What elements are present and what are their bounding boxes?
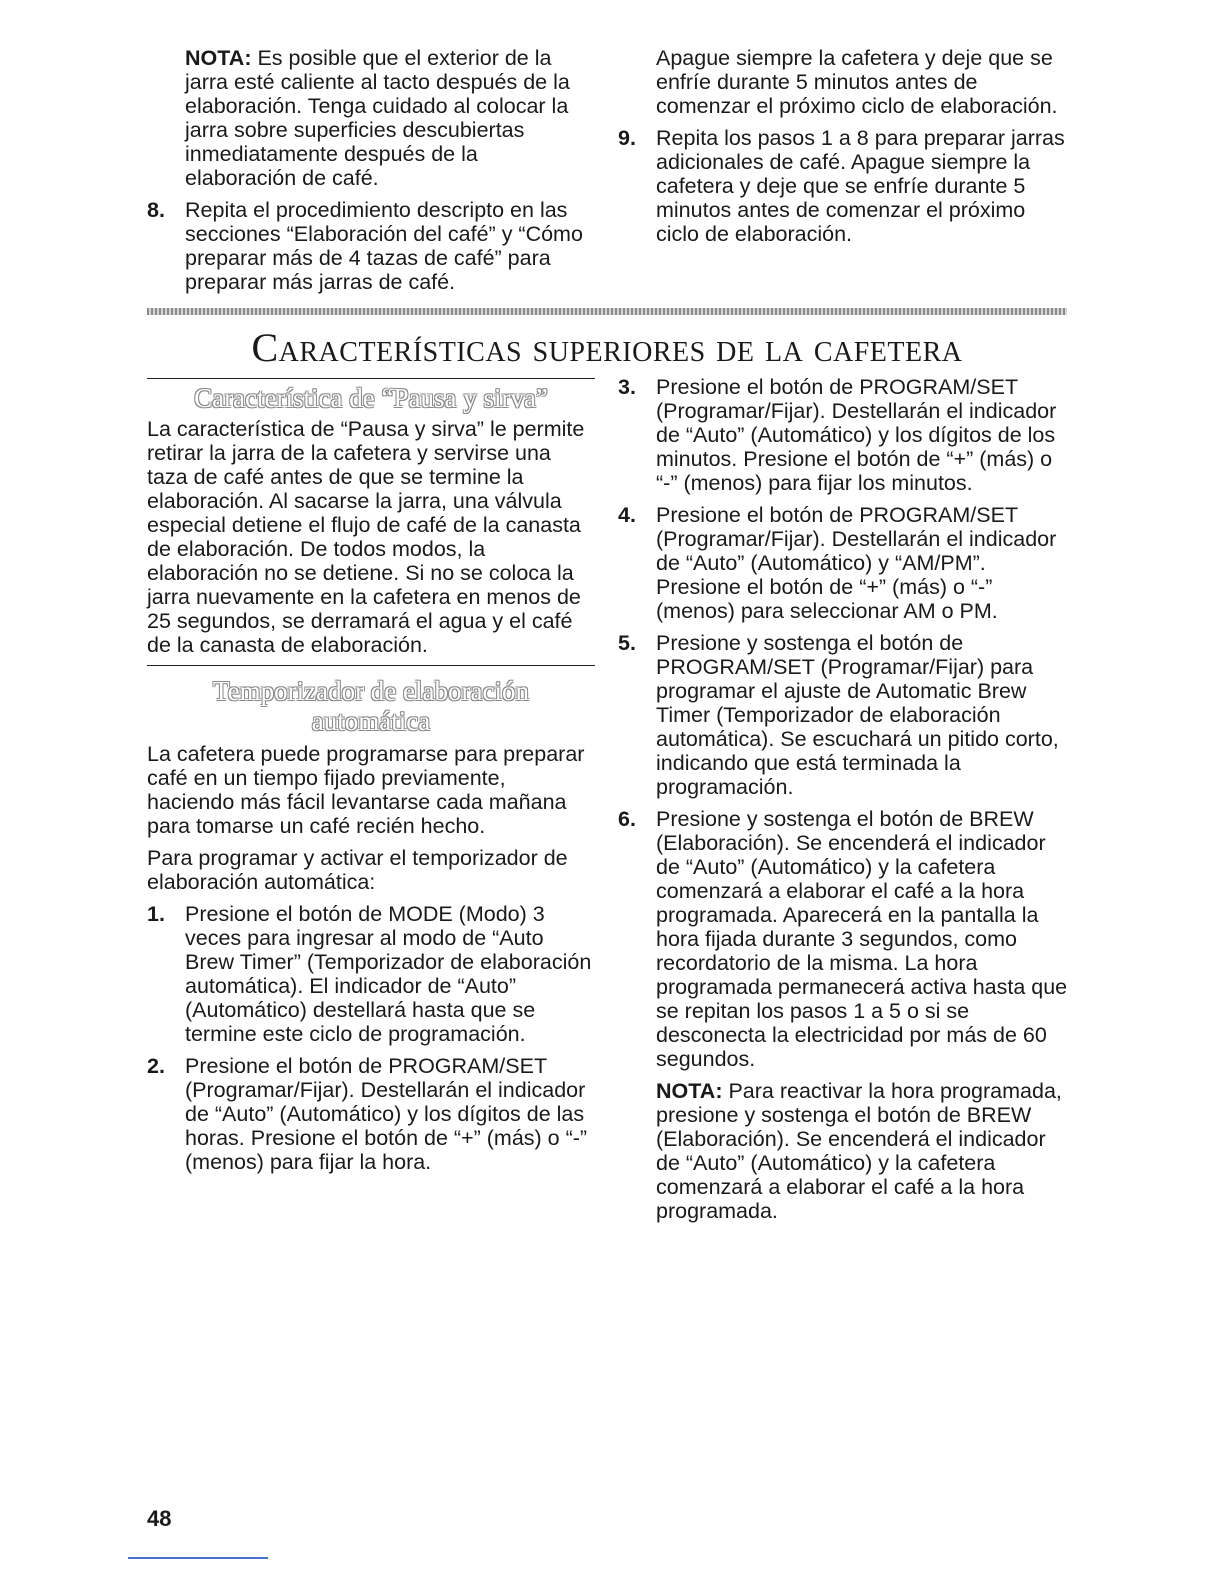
apague-paragraph: Apague siempre la cafetera y deje que se enfríe durante 5 minutos antes de comenzar el próximo ciclo de elaboración. bbox=[656, 46, 1058, 118]
timer-step-4 bbox=[618, 503, 1073, 623]
nota-text: Es posible que el exterior de la jarra esté caliente al tacto después de la elaboración. Tenga cuidado al colocar la jarra sobre superficies descubiertas inmediatamente después de la elaboración de café. bbox=[185, 46, 570, 190]
left-column bbox=[147, 378, 595, 1182]
step-text: Presione el botón de PROGRAM/SET (Programar/Fijar). Destellarán el indicador de “Auto” (Automático) y los dígitos de los minutos. Presione el botón de “+” (más) o “-” (menos) para fijar los minutos. bbox=[656, 375, 1057, 495]
nota-reactivar bbox=[618, 1079, 1073, 1223]
step-text: Repita el procedimiento descripto en las secciones “Elaboración del café” y “Cómo preparar más de 4 tazas de café” para preparar más jarras de café. bbox=[185, 198, 583, 294]
step-number: 8. bbox=[147, 198, 165, 222]
timer-step-3 bbox=[618, 375, 1073, 495]
right-column bbox=[618, 375, 1073, 1231]
page-number: 48 bbox=[147, 1506, 172, 1531]
step-number: 1. bbox=[147, 902, 165, 926]
step-text: Presione el botón de PROGRAM/SET (Programar/Fijar). Destellarán el indicador de “Auto” (Automático) y “AM/PM”. Presione el botón de “+” (más) o “-” (menos) para seleccionar AM o PM. bbox=[656, 503, 1057, 623]
timer-step-1 bbox=[147, 902, 595, 1046]
timer-step-5 bbox=[618, 631, 1073, 799]
timer-section-title bbox=[147, 676, 595, 736]
timer-title-line2: automática bbox=[311, 706, 431, 736]
dotted-divider bbox=[147, 308, 1067, 315]
step-number: 6. bbox=[618, 807, 636, 831]
timer-step-6 bbox=[618, 807, 1073, 1071]
pause-section-title: Característica de “Pausa y sirva” bbox=[194, 383, 548, 413]
step-9 bbox=[618, 126, 1073, 246]
section-rule bbox=[147, 665, 595, 666]
step-text: Presione y sostenga el botón de PROGRAM/SET (Programar/Fijar) para programar el ajuste de Automatic Brew Timer (Temporizador de elaboración automática). Se escuchará un pitido corto, indicando que está terminada la programación. bbox=[656, 631, 1059, 799]
step-text: Presione el botón de MODE (Modo) 3 veces para ingresar al modo de “Auto Brew Timer” (Temporizador de elaboración automática). El indicador de “Auto” (Automático) destellará hasta que se termine este ciclo de programación. bbox=[185, 902, 592, 1046]
step-number: 3. bbox=[618, 375, 636, 399]
step-text: Repita los pasos 1 a 8 para preparar jarras adicionales de café. Apague siempre la cafetera y deje que se enfríe durante 5 minutos antes de comenzar el próximo ciclo de elaboración. bbox=[656, 126, 1065, 246]
nota-jarra-caliente bbox=[147, 46, 592, 190]
top-right-column bbox=[618, 46, 1073, 254]
page-title: Características superiores de la cafetera bbox=[251, 325, 963, 370]
step-text: Presione el botón de PROGRAM/SET (Programar/Fijar). Destellarán el indicador de “Auto” (Automático) y los dígitos de las horas. Presione el botón de “+” (más) o “-” (menos) para fijar la hora. bbox=[185, 1054, 588, 1174]
timer-intro-2: Para programar y activar el temporizador de elaboración automática: bbox=[147, 846, 568, 894]
timer-intro-1: La cafetera puede programarse para preparar café en un tiempo fijado previamente, haciendo más fácil levantarse cada mañana para tomarse un café recién hecho. bbox=[147, 742, 585, 838]
footer-line bbox=[128, 1557, 268, 1559]
step-number: 9. bbox=[618, 126, 636, 150]
top-left-column bbox=[147, 46, 592, 302]
step-number: 4. bbox=[618, 503, 636, 527]
nota-label: NOTA: bbox=[185, 46, 252, 70]
section-rule bbox=[147, 378, 595, 379]
timer-title-line1: Temporizador de elaboración bbox=[213, 676, 529, 706]
step-8 bbox=[147, 198, 592, 294]
step-number: 5. bbox=[618, 631, 636, 655]
step-number: 2. bbox=[147, 1054, 165, 1078]
nota-text: Para reactivar la hora programada, presione y sostenga el botón de BREW (Elaboración). Se encenderá el indicador de “Auto” (Automático) y la cafetera comenzará a elaborar el café a la hora programada. bbox=[656, 1079, 1062, 1223]
pause-section-text: La característica de “Pausa y sirva” le permite retirar la jarra de la cafetera y servirse una taza de café antes de que se termine la elaboración. Al sacarse la jarra, una válvula especial detiene el flujo de café de la canasta de elaboración. De todos modos, la elaboración no se detiene. Si no se coloca la jarra nuevamente en la cafetera en menos de 25 segundos, se derramará el agua y el café de la canasta de elaboración. bbox=[147, 417, 585, 657]
step-text: Presione y sostenga el botón de BREW (Elaboración). Se encenderá el indicador de “Auto” (Automático) y la cafetera comenzará a elaborar el café a la hora programada. Aparecerá en la pantalla la hora fijada durante 3 segundos, como recordatorio de la misma. La hora programada permanecerá activa hasta que se repitan los pasos 1 a 5 o si se desconecta la electricidad por más de 60 segundos. bbox=[656, 807, 1068, 1071]
timer-step-2 bbox=[147, 1054, 595, 1174]
nota-label: NOTA: bbox=[656, 1079, 723, 1103]
